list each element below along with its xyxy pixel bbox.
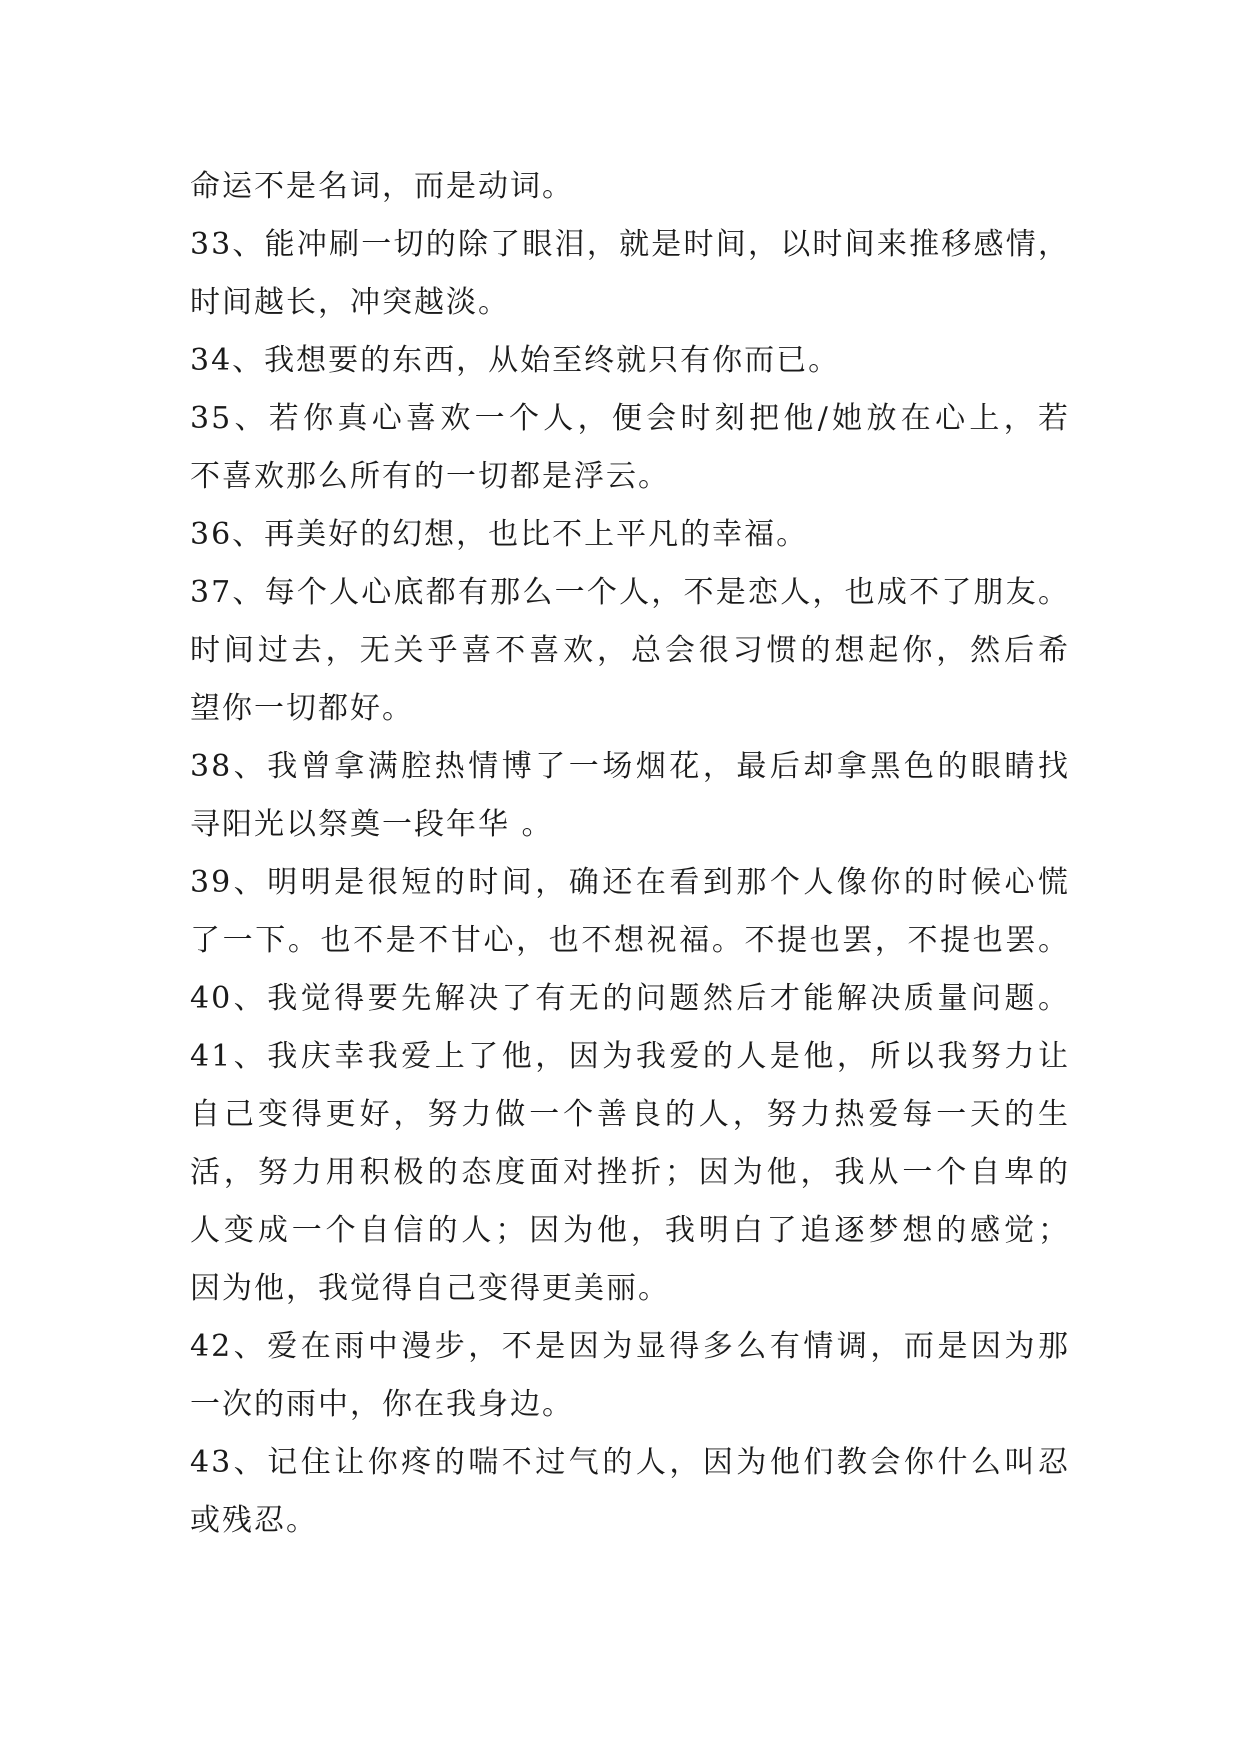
text-line: 活，努力用积极的态度面对挫折；因为他，我从一个自卑的 bbox=[190, 1155, 1070, 1190]
text-line: 了一下。也不是不甘心，也不想祝福。不提也罢，不提也罢。 bbox=[190, 923, 1070, 958]
text-line: 望你一切都好。 bbox=[190, 691, 414, 726]
text-line: 一次的雨中，你在我身边。 bbox=[190, 1387, 574, 1422]
text-line: 自己变得更好，努力做一个善良的人，努力热爱每一天的生 bbox=[190, 1097, 1070, 1132]
text-line: 或残忍。 bbox=[190, 1503, 318, 1538]
document-body bbox=[190, 158, 1070, 1550]
text-line: 不喜欢那么所有的一切都是浮云。 bbox=[190, 459, 670, 494]
text-line: 时间过去，无关乎喜不喜欢，总会很习惯的想起你，然后希 bbox=[190, 633, 1070, 668]
text-line: 41、我庆幸我爱上了他，因为我爱的人是他，所以我努力让 bbox=[190, 1039, 1070, 1074]
text-line: 人变成一个自信的人；因为他，我明白了追逐梦想的感觉； bbox=[190, 1213, 1070, 1248]
text-line: 38、我曾拿满腔热情博了一场烟花，最后却拿黑色的眼睛找 bbox=[190, 749, 1070, 784]
text-line: 36、再美好的幻想，也比不上平凡的幸福。 bbox=[190, 517, 809, 552]
text-line: 33、能冲刷一切的除了眼泪，就是时间，以时间来推移感情， bbox=[190, 227, 1070, 262]
text-line: 因为他，我觉得自己变得更美丽。 bbox=[190, 1271, 670, 1306]
text-line: 39、明明是很短的时间，确还在看到那个人像你的时候心慌 bbox=[190, 865, 1070, 900]
text-line: 40、我觉得要先解决了有无的问题然后才能解决质量问题。 bbox=[190, 981, 1070, 1016]
text-line: 命运不是名词，而是动词。 bbox=[190, 169, 574, 204]
text-line: 43、记住让你疼的喘不过气的人，因为他们教会你什么叫忍 bbox=[190, 1445, 1070, 1480]
text-line: 34、我想要的东西，从始至终就只有你而已。 bbox=[190, 343, 841, 378]
text-line: 37、每个人心底都有那么一个人，不是恋人，也成不了朋友。 bbox=[190, 575, 1070, 610]
text-line: 寻阳光以祭奠一段年华 。 bbox=[190, 807, 554, 842]
text-line: 42、爱在雨中漫步，不是因为显得多么有情调，而是因为那 bbox=[190, 1329, 1070, 1364]
text-line: 时间越长，冲突越淡。 bbox=[190, 285, 510, 320]
text-line: 35、若你真心喜欢一个人，便会时刻把他/她放在心上，若 bbox=[190, 401, 1070, 436]
